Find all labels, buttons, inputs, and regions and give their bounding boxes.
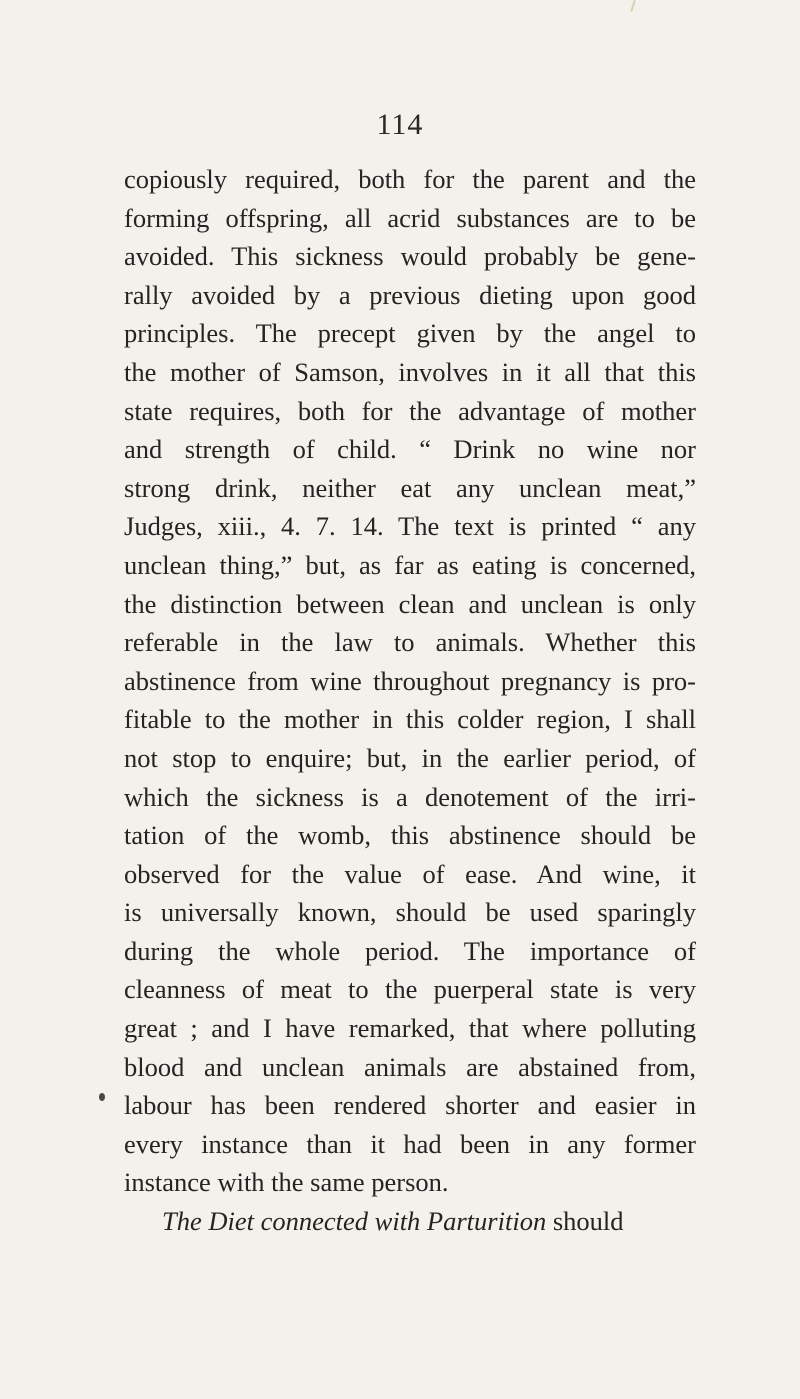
section-title-italic: The Diet connected with Parturition xyxy=(162,1206,547,1237)
text-line: rally avoided by a previous dieting upon good xyxy=(124,279,696,310)
text-line: forming offspring, all acrid substances are to be xyxy=(124,202,696,233)
section-lead-tail: should xyxy=(546,1206,624,1237)
text-line: the mother of Samson, involves in it all that this xyxy=(124,356,696,387)
text-line: is universally known, should be used sparingly xyxy=(124,897,696,928)
text-line: principles. The precept given by the angel to xyxy=(124,318,696,349)
text-line: unclean thing,” but, as far as eating is concerned, xyxy=(124,549,696,580)
text-line: cleanness of meat to the puerperal state is very xyxy=(124,974,696,1005)
text-line: referable in the law to animals. Whether this xyxy=(124,627,696,658)
text-line: Judges, xiii., 4. 7. 14. The text is printed “ any xyxy=(124,511,696,542)
page-number: 114 xyxy=(376,108,424,141)
paper-mark xyxy=(630,0,636,12)
text-line: labour has been rendered shorter and easier in xyxy=(124,1090,696,1121)
body-text xyxy=(124,160,696,1241)
section-lead-line xyxy=(124,1202,696,1241)
text-line: observed for the value of ease. And wine, it xyxy=(124,858,696,889)
text-line: avoided. This sickness would probably be gene- xyxy=(124,241,696,272)
text-line: not stop to enquire; but, in the earlier period, of xyxy=(124,742,696,773)
text-line: during the whole period. The importance of xyxy=(124,935,696,966)
text-line: which the sickness is a denotement of the irri- xyxy=(124,781,696,812)
text-line: instance with the same person. xyxy=(124,1167,449,1198)
ink-speck xyxy=(99,1093,105,1101)
text-line: tation of the womb, this abstinence should be xyxy=(124,820,696,851)
text-line: every instance than it had been in any former xyxy=(124,1128,696,1159)
text-line: copiously required, both for the parent and the xyxy=(124,164,696,194)
text-line: strong drink, neither eat any unclean meat,” xyxy=(124,472,696,503)
text-line: and strength of child. “ Drink no wine nor xyxy=(124,434,696,465)
text-line: great ; and I have remarked, that where polluting xyxy=(124,1013,696,1044)
text-line: fitable to the mother in this colder region, I shall xyxy=(124,704,696,735)
text-line: abstinence from wine throughout pregnancy is pro- xyxy=(124,665,696,696)
text-line: blood and unclean animals are abstained from, xyxy=(124,1051,696,1082)
text-line: state requires, both for the advantage of mother xyxy=(124,395,696,426)
text-line: the distinction between clean and unclean is only xyxy=(124,588,696,619)
